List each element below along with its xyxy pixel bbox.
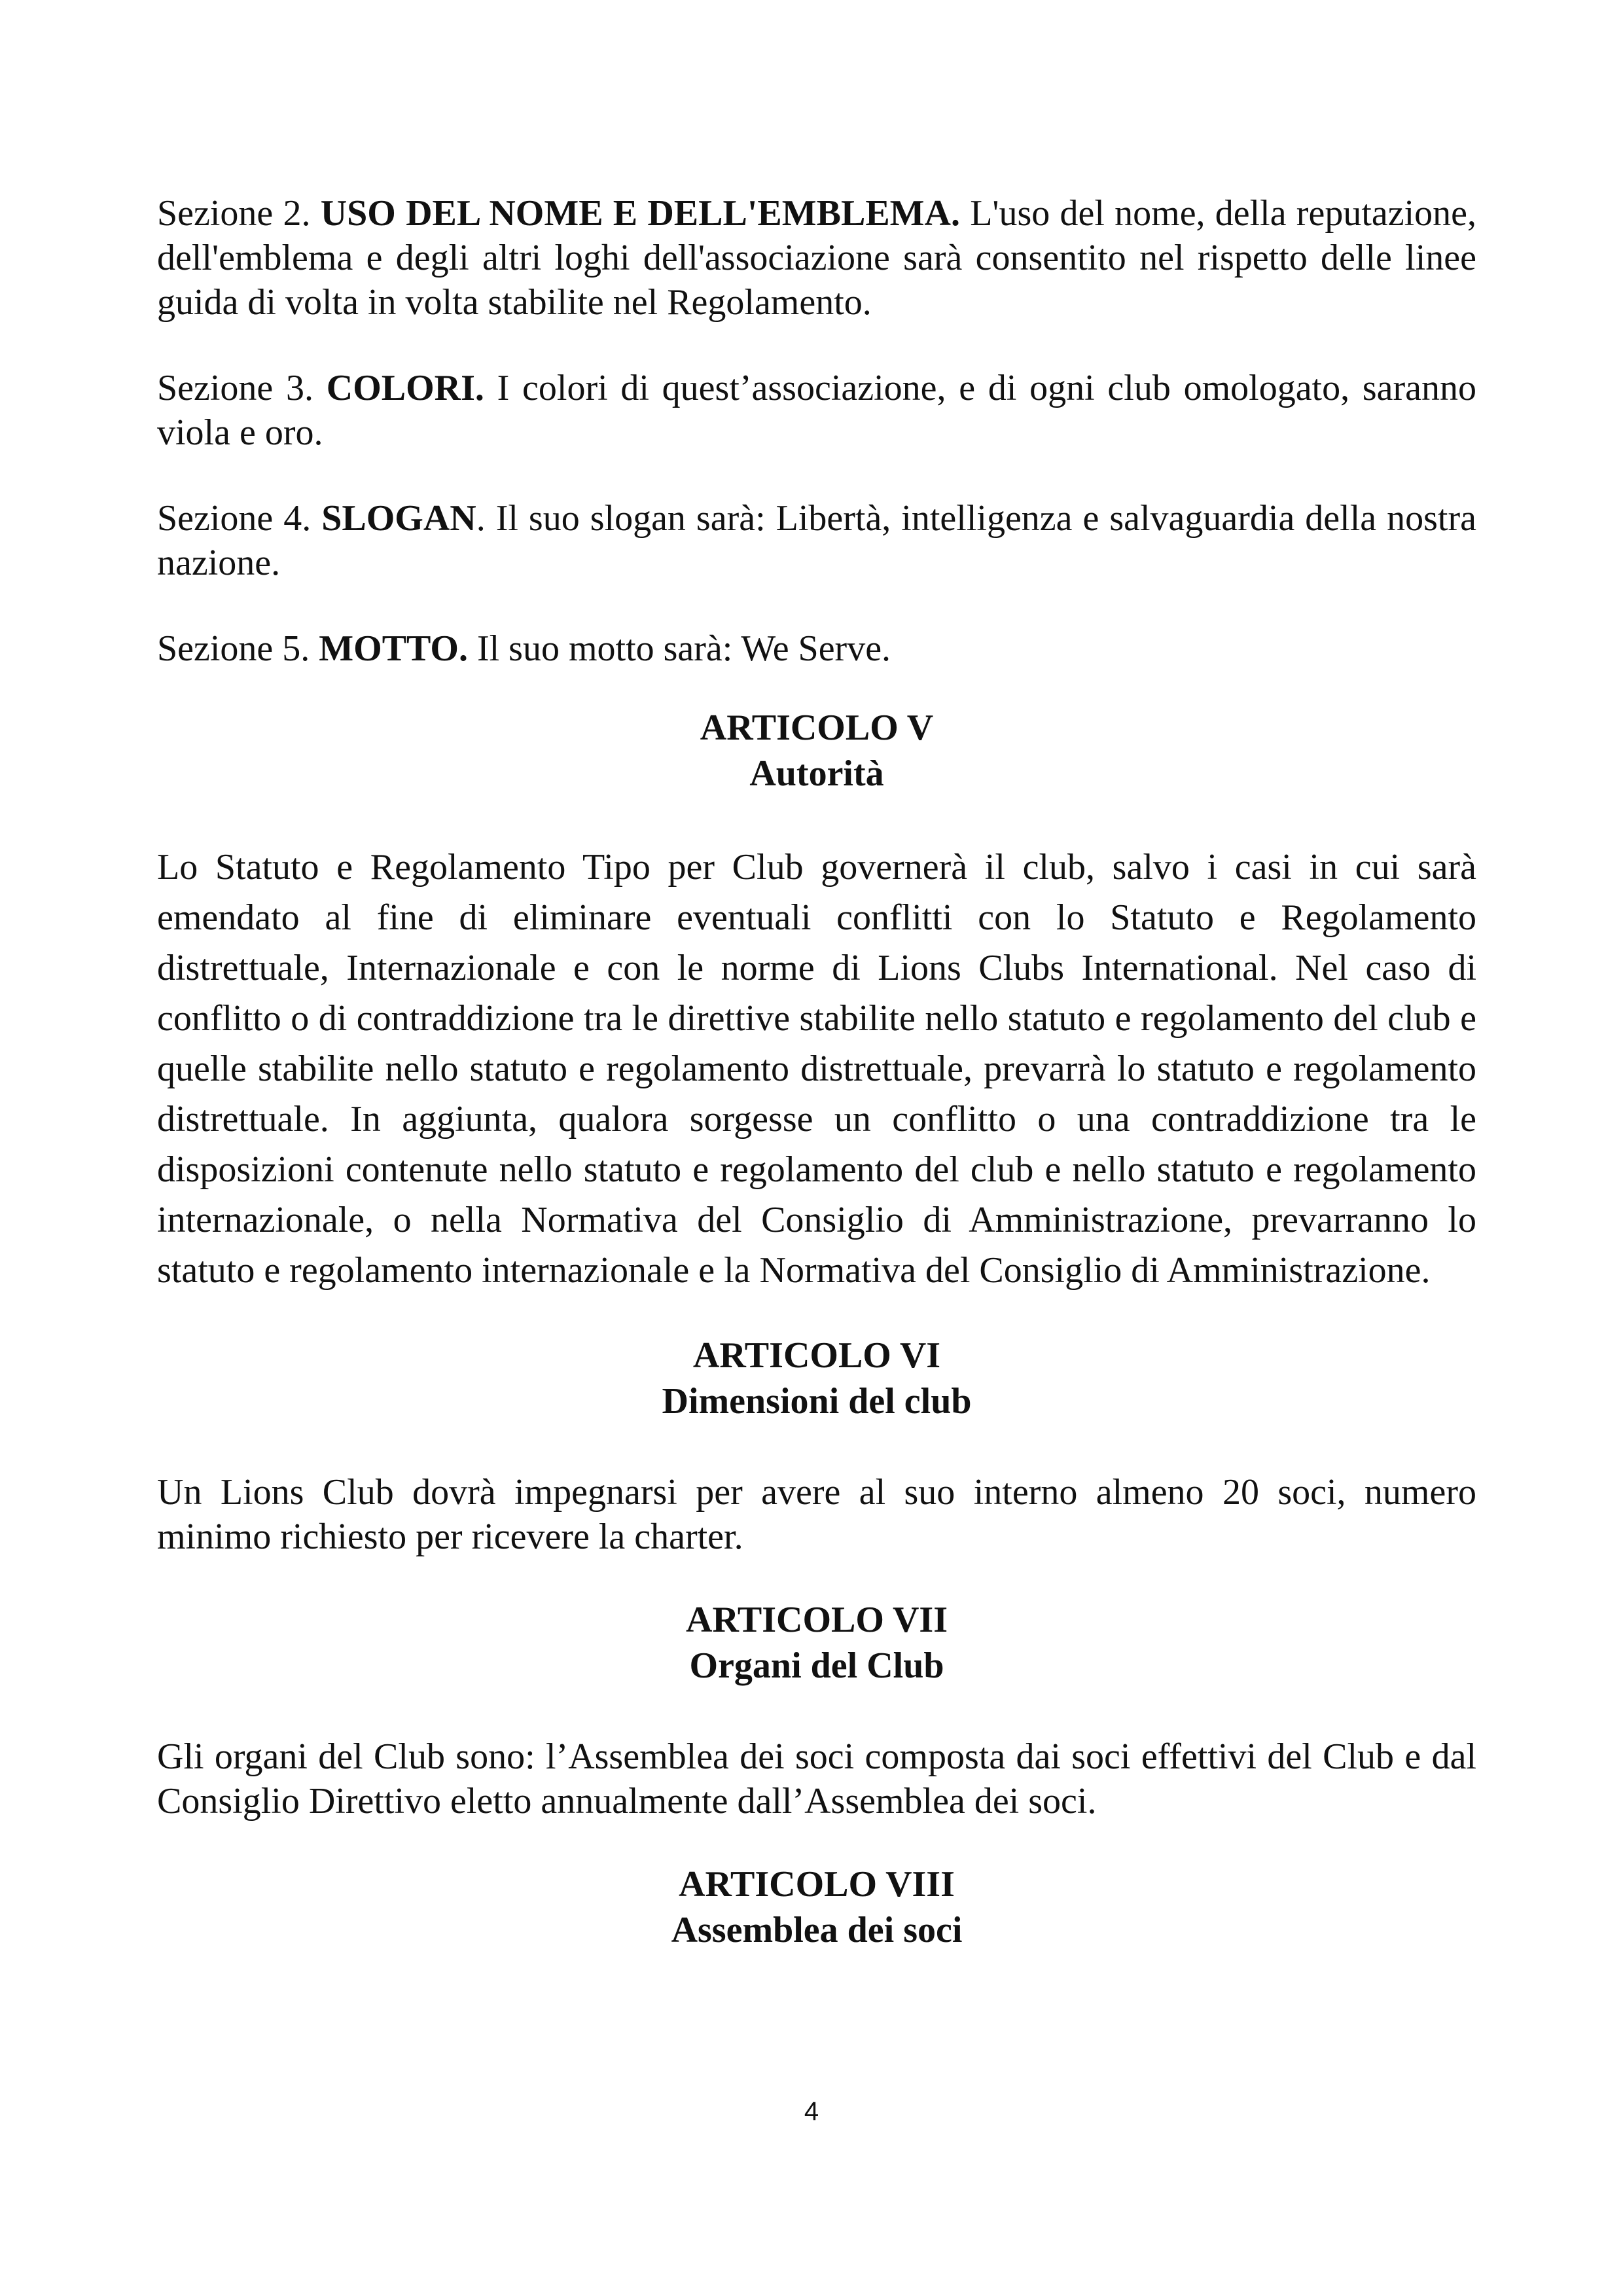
article-number: ARTICOLO VIII	[679, 1864, 955, 1905]
page-number: 4	[804, 2097, 819, 2126]
section-label: Sezione 5.	[157, 628, 319, 669]
article-6-body: Un Lions Club dovrà impegnarsi per avere al suo interno almeno 20 soci, numero minimo richiesto per ricevere la charter.	[157, 1472, 1476, 1557]
section-title: SLOGAN	[321, 498, 476, 539]
article-title: Assemblea dei soci	[671, 1910, 963, 1950]
section-4-paragraph	[157, 496, 1476, 585]
section-2-paragraph	[157, 191, 1476, 325]
article-8-heading	[157, 1861, 1476, 1953]
article-6-heading	[157, 1333, 1476, 1424]
document-page	[157, 191, 1476, 1999]
article-7-body: Gli organi del Club sono: l’Assemblea dei soci composta dai soci effettivi del Club e dal Consiglio Direttivo eletto annualmente dall’Assemblea dei soci.	[157, 1736, 1476, 1821]
article-title: Dimensioni del club	[662, 1381, 972, 1422]
section-title: COLORI.	[326, 368, 484, 408]
article-number: ARTICOLO VI	[692, 1335, 941, 1376]
article-title: Organi del Club	[689, 1645, 944, 1686]
section-3-paragraph	[157, 366, 1476, 455]
section-5-paragraph	[157, 626, 1476, 671]
article-5-body: Lo Statuto e Regolamento Tipo per Club governerà il club, salvo i casi in cui sarà emendato al fine di eliminare eventuali conflitti con lo Statuto e Regolamento distrettuale, Internazionale e con le norme di Lions Clubs International. Nel caso di conflitto o di contraddizione tra le direttive stabilite nello statuto e regolamento del club e quelle stabilite nello statuto e regolamento distrettuale, prevarrà lo statuto e regolamento distrettuale. In aggiunta, qualora sorgesse un conflitto o una contraddizione tra le disposizioni contenute nello statuto e regolamento del club e nello statuto e regolamento internazionale, o nella Normativa del Consiglio di Amministrazione, prevarranno lo statuto e regolamento internazionale e la Normativa del Consiglio di Amministrazione.	[157, 847, 1476, 1291]
section-text: . Il suo slogan sarà: Libertà, intelligenza e salvaguardia della nostra nazione.	[157, 498, 1476, 583]
section-label: Sezione 4.	[157, 498, 322, 539]
article-7-heading	[157, 1597, 1476, 1689]
article-5-heading	[157, 705, 1476, 797]
section-text: L'uso del nome, della reputazione, dell'emblema e degli altri loghi dell'associazione sarà consentito nel rispetto delle linee guida di volta in volta stabilite nel Regolamento.	[157, 193, 1476, 323]
section-title: USO DEL NOME E DELL'EMBLEMA.	[320, 193, 960, 234]
article-title: Autorità	[749, 753, 884, 794]
article-number: ARTICOLO V	[700, 708, 934, 748]
section-title: MOTTO.	[319, 628, 468, 669]
article-number: ARTICOLO VII	[686, 1600, 948, 1640]
section-text: Il suo motto sarà: We Serve.	[467, 628, 891, 669]
section-label: Sezione 2.	[157, 193, 321, 234]
section-text: I colori di quest’associazione, e di ogni club omologato, saranno viola e oro.	[157, 368, 1476, 453]
section-label: Sezione 3.	[157, 368, 327, 408]
